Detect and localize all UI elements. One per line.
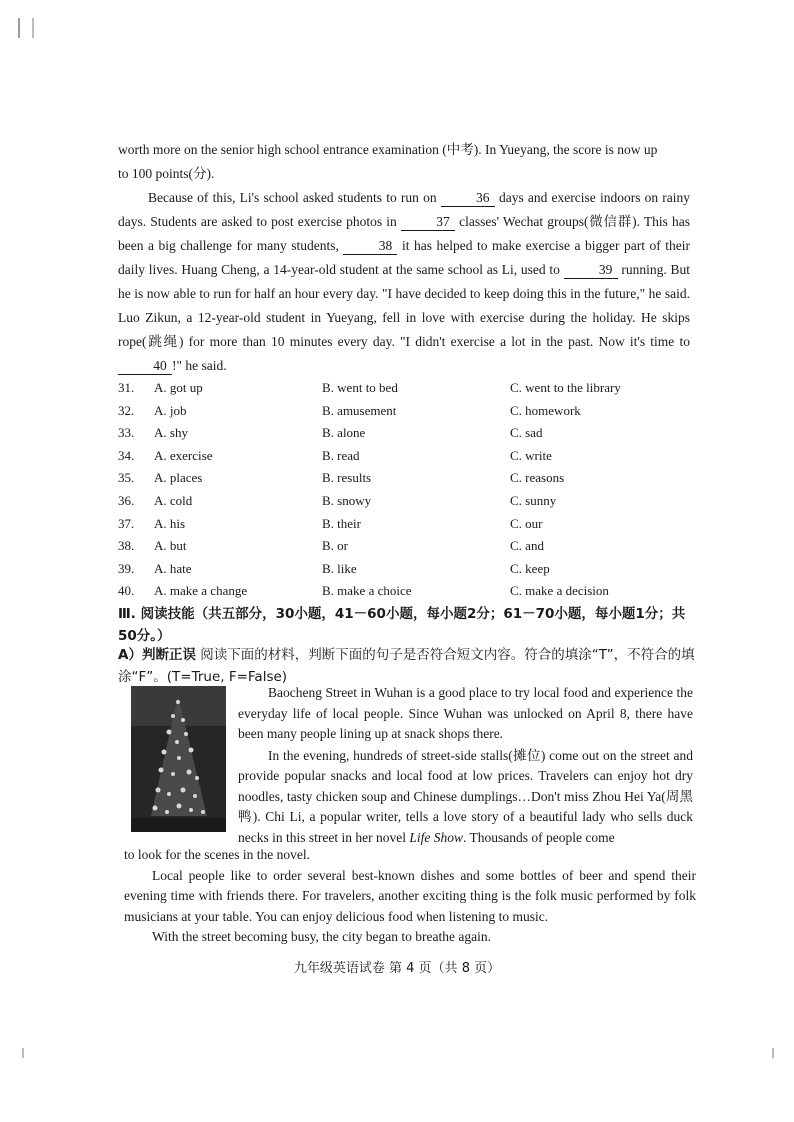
option-c: C. write	[510, 447, 552, 463]
option-b: B. or	[322, 538, 348, 554]
question-number: 31.	[118, 380, 135, 395]
reading-text: In the evening, hundreds of street-side stalls(摊位) come out on the street and provide popular snacks and local food at low prices. Travelers can enjoy hot dry noodles, tasty chicken soup and Chinese dumplings…Don't miss Zhou Hei Ya(周黑鸭). Chi Li, a popular writer, tells a love story of a beautiful lady who sells duck necks in this street in her novel	[238, 747, 693, 845]
part-a-instruction-text: 阅读下面的材料，判断下面的句子是否符合短文内容。符合的填涂“T”，不符合的填涂“F”。(T=True, F=False)	[118, 647, 695, 685]
blank-36: 36	[441, 190, 495, 207]
option-b: B. went to bed	[322, 380, 398, 395]
passage-paragraph-1	[118, 138, 690, 186]
option-a: A. his	[154, 515, 186, 531]
option-c: C. our	[510, 515, 543, 531]
option-row	[118, 422, 698, 445]
option-b: B. make a choice	[322, 583, 412, 599]
passage-text: days and exercise indoors on rainy days. Students are asked to post exercise photos in	[118, 190, 691, 229]
reading-paragraph-2-tail: to look for the scenes in the novel.	[124, 847, 310, 862]
question-number: 36.	[118, 492, 135, 508]
passage-text: classes' Wechat groups(微信群). This has been a big challenge for many students,	[118, 214, 691, 253]
passage-text: !" he said.	[172, 358, 227, 373]
section-heading: Ⅲ. 阅读技能（共五部分，30小题，41－60小题，每小题2分；61－70小题，每小题1分；共50分。）	[118, 606, 686, 644]
option-row	[118, 558, 698, 581]
novel-title: Life Show	[409, 829, 463, 845]
reading-paragraph-1: Baocheng Street in Wuhan is a good place to try local food and experience the everyday life of local people. Since Wuhan was unlocked on April 8, there have been many people lining up at snack shops there.	[238, 685, 693, 741]
option-row	[118, 467, 698, 490]
option-c: C. sad	[510, 425, 543, 441]
blank-40: 40	[118, 358, 172, 375]
question-number: 34.	[118, 447, 135, 463]
passage-line-1: worth more on the senior high school entrance examination (中考). In Yueyang, the score is now up	[118, 142, 658, 157]
reading-passage-bottom	[124, 845, 696, 948]
option-row	[118, 400, 698, 423]
passage-text: it has helped to make exercise a bigger part of their daily lives. Huang Cheng, a 14-year-old student at the same school as Li, used to	[118, 238, 691, 277]
option-b: B. like	[322, 560, 357, 576]
scan-corner-mark	[18, 18, 34, 38]
scan-edge-mark-left	[22, 1048, 24, 1058]
option-b: B. alone	[322, 425, 366, 441]
option-b: B. results	[322, 470, 372, 486]
option-b: B. read	[322, 447, 360, 463]
option-a: A. job	[154, 402, 187, 418]
passage-line-2: to 100 points(分).	[118, 166, 215, 181]
option-c: C. homework	[510, 402, 581, 418]
reading-passage-top	[238, 683, 693, 848]
reading-paragraph-2	[238, 746, 693, 849]
question-number: 35.	[118, 470, 135, 486]
reading-text: . Thousands of people come	[462, 829, 615, 845]
passage-text: Because of this, Li's school asked students to run on	[148, 190, 437, 205]
blank-37: 37	[401, 214, 455, 231]
street-photo-image	[131, 686, 226, 832]
option-c: C. keep	[510, 560, 550, 576]
option-a: A. got up	[154, 380, 203, 395]
blank-39: 39	[564, 262, 618, 279]
option-c: C. and	[510, 538, 544, 554]
question-number: 39.	[118, 560, 135, 576]
option-b: B. amusement	[322, 402, 397, 418]
option-row	[118, 513, 698, 536]
option-b: B. their	[322, 515, 361, 531]
scan-edge-mark-right	[772, 1048, 774, 1058]
question-number: 33.	[118, 425, 135, 441]
option-a: A. places	[154, 470, 203, 486]
passage-text: running. But he is now able to run for half an hour every day. "I have decided to keep doing this in the future," he said. Luo Zikun, a 12-year-old student in Yueyang, fell in love with exercise during the holiday. He skips rope(跳绳) for more than 10 minutes every day. "I didn't exercise a lot in the past. Now it's time to	[118, 262, 691, 349]
option-row	[118, 535, 698, 558]
option-a: A. but	[154, 538, 187, 554]
option-a: A. shy	[154, 425, 188, 441]
part-a-instructions	[118, 644, 703, 688]
option-row	[118, 490, 698, 513]
page-footer: 九年级英语试卷 第 4 页（共 8 页）	[293, 961, 501, 976]
option-a: A. exercise	[154, 447, 213, 463]
question-number: 37.	[118, 515, 135, 531]
option-row	[118, 580, 698, 603]
option-a: A. make a change	[154, 583, 248, 599]
option-b: B. snowy	[322, 492, 372, 508]
option-row	[118, 445, 698, 468]
blank-38: 38	[343, 238, 397, 255]
light-tree-icon	[131, 686, 226, 832]
option-c: C. went to the library	[510, 380, 621, 395]
reading-paragraph-4: With the street becoming busy, the city began to breathe again.	[152, 929, 491, 944]
option-a: A. cold	[154, 492, 193, 508]
question-number: 32.	[118, 402, 135, 418]
question-number: 40.	[118, 583, 135, 599]
question-number: 38.	[118, 538, 135, 554]
option-c: C. make a decision	[510, 583, 609, 599]
option-row	[118, 377, 698, 400]
option-a: A. hate	[154, 560, 192, 576]
part-a-label: A）判断正误	[118, 647, 196, 663]
option-c: C. sunny	[510, 492, 557, 508]
options-list	[118, 377, 698, 603]
reading-paragraph-3: Local people like to order several best-known dishes and some bottles of beer and spend their evening time with friends there. For travelers, another exciting thing is the folk music performed by folk musicians at your table. You can enjoy delicious food when listening to music.	[124, 867, 696, 924]
option-c: C. reasons	[510, 470, 565, 486]
passage-paragraph-2	[118, 186, 690, 378]
